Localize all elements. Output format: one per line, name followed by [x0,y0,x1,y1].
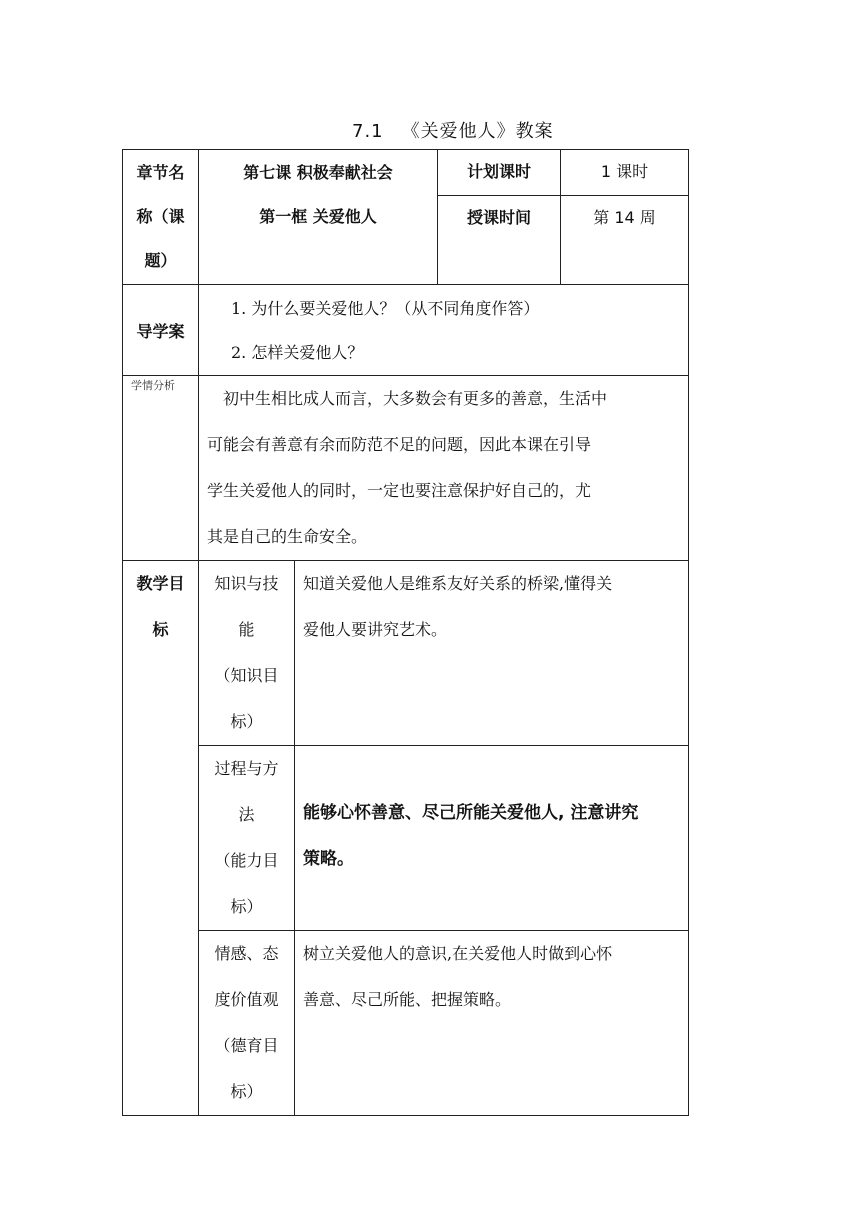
objective-label-line: 知识与技 [214,574,279,593]
objective-2-label [199,746,295,931]
objectives-label-line: 教学目 [136,574,185,593]
analysis-line: 可能会有善意有余而防范不足的问题，因此本课在引导 [207,435,592,454]
page-title [352,117,554,143]
planned-hours-value: 1 课时 [561,150,689,196]
teaching-time-value: 第 14 周 [561,196,689,285]
objective-content-line: 树立关爱他人的意识,在关爱他人时做到心怀 [303,944,613,963]
objective-label-line: 法 [238,805,255,824]
chapter-label-line: 章节名 [136,163,185,182]
objective-content-line: 知道关爱他人是维系友好关系的桥梁,懂得关 [303,574,613,593]
objective-content-line: 策略。 [303,849,354,869]
objective-3-label [199,931,295,1116]
objective-label-line: 度价值观 [214,990,279,1009]
title-number: 7.1 [352,121,384,142]
chapter-label-line: 称（课 [136,207,185,226]
objective-1-content [295,561,689,746]
guide-content [199,285,689,376]
objective-label-line: （德育目 [214,1036,279,1055]
chapter-label-cell [123,150,199,285]
chapter-label-line: 题） [144,251,177,270]
lesson-title-cell [199,150,438,285]
guide-label: 导学案 [123,285,199,376]
analysis-label: 学情分析 [123,376,199,561]
objective-label-line: （知识目 [214,666,279,685]
analysis-line: 其是自己的生命安全。 [207,527,368,546]
objective-label-line: （能力目 [214,851,279,870]
objective-label-line: 标） [230,1082,263,1101]
objective-label-line: 情感、态 [214,944,279,963]
objective-content-line: 爱他人要讲究艺术。 [303,620,448,639]
objectives-label-line: 标 [152,620,169,639]
analysis-content [199,376,689,561]
guide-item-1: 1. 为什么要关爱他人？（从不同角度作答） [231,299,540,318]
lesson-plan-table [122,149,689,1116]
objectives-label-cell [123,561,199,1116]
lesson-line-1: 第七课 积极奉献社会 [243,163,393,182]
objective-label-line: 能 [238,620,255,639]
analysis-line: 初中生相比成人而言，大多数会有更多的善意，生活中 [223,389,608,408]
objective-3-content [295,931,689,1116]
guide-item-2: 2. 怎样关爱他人？ [231,343,364,362]
planned-hours-label: 计划课时 [438,150,561,196]
objective-1-label [199,561,295,746]
title-text: 《关爱他人》教案 [401,121,554,142]
analysis-line: 学生关爱他人的同时，一定也要注意保护好自己的，尤 [207,481,592,500]
objective-content-line: 能够心怀善意、尽己所能关爱他人, 注意讲究 [303,803,639,823]
objective-label-line: 标） [230,897,263,916]
objective-2-content [295,746,689,931]
objective-label-line: 过程与方 [214,759,279,778]
objective-label-line: 标） [230,712,263,731]
teaching-time-label: 授课时间 [438,196,561,285]
lesson-line-2: 第一框 关爱他人 [259,207,377,226]
objective-content-line: 善意、尽己所能、把握策略。 [303,990,512,1009]
